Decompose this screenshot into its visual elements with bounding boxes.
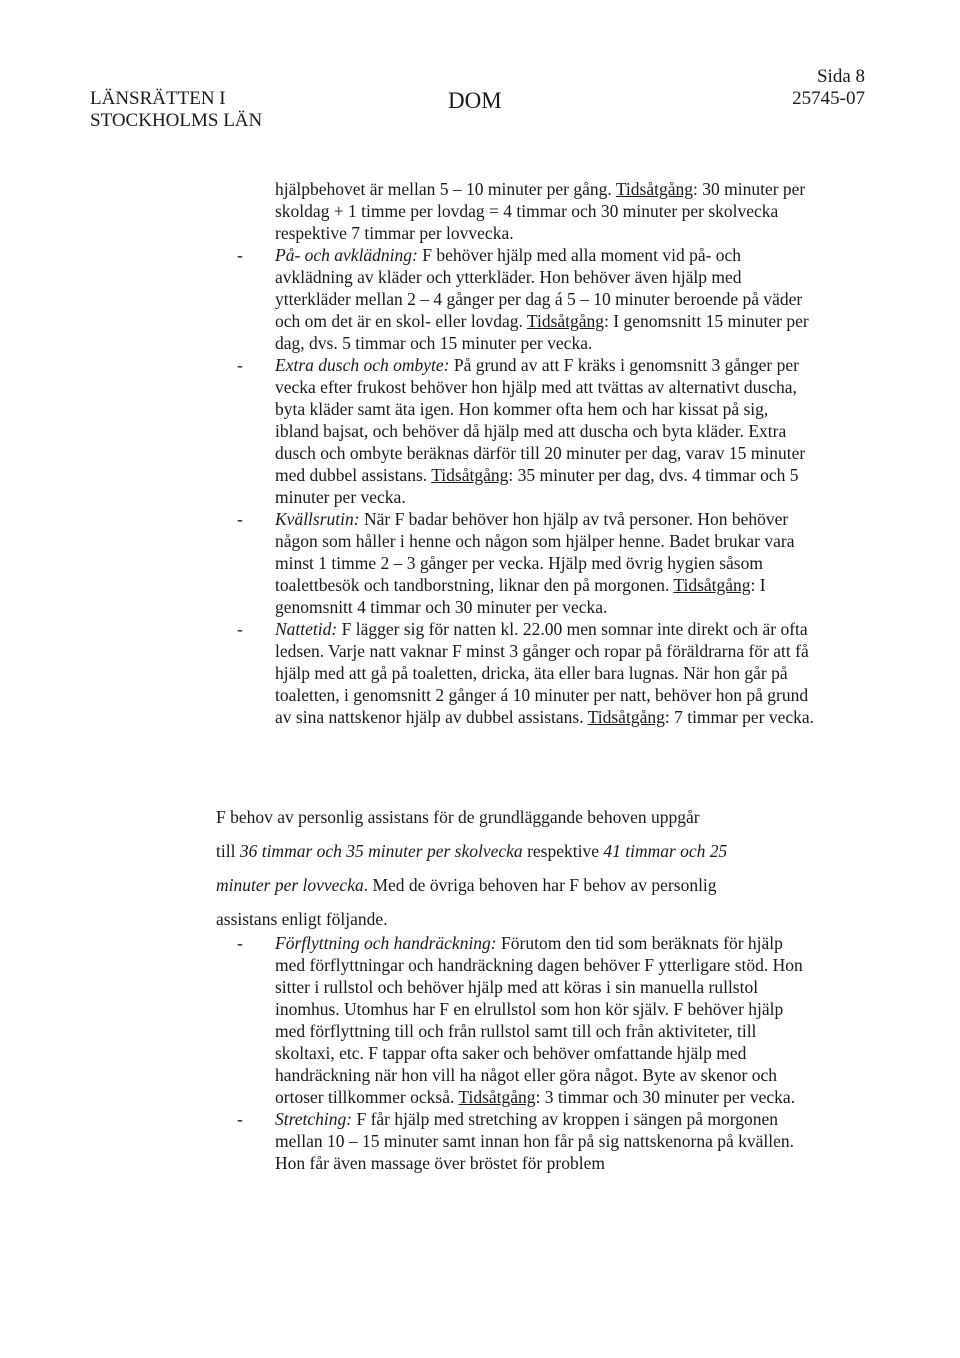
list-item bbox=[237, 618, 815, 728]
time-label: Tidsåtgång bbox=[526, 311, 605, 331]
summary-line-3 bbox=[216, 868, 816, 902]
time-text: : 7 timmar per vecka. bbox=[664, 707, 815, 727]
time-label: Tidsåtgång bbox=[587, 707, 665, 727]
time-text: : I genomsnitt 15 minuter per dag, dvs. 5 timmar och 15 minuter per vecka. bbox=[275, 311, 809, 353]
time-text: : I genomsnitt 4 timmar och 30 minuter per vecka. bbox=[275, 575, 766, 617]
time-text: : 35 minuter per dag, dvs. 4 timmar och 5 minuter per vecka. bbox=[275, 465, 799, 507]
summary-emphasis: minuter per lovvecka bbox=[216, 875, 364, 895]
item-title: Förflyttning och handräckning: bbox=[275, 933, 497, 953]
item-title: Extra dusch och ombyte: bbox=[275, 355, 450, 375]
list-dash: - bbox=[237, 245, 243, 265]
page-info bbox=[792, 66, 865, 110]
list-item bbox=[237, 932, 815, 1108]
summary-text: . Med de övriga behoven har F behov av personlig bbox=[363, 875, 717, 895]
summary-text: respektive bbox=[522, 841, 604, 861]
summary-paragraph bbox=[216, 800, 816, 936]
case-number: 25745-07 bbox=[792, 88, 865, 109]
summary-emphasis: 41 timmar och 25 bbox=[603, 841, 728, 861]
list-dash: - bbox=[237, 1109, 243, 1129]
time-text: : 3 timmar och 30 minuter per vecka. bbox=[535, 1087, 796, 1107]
summary-text: till bbox=[216, 841, 240, 861]
court-line-1: LÄNSRÄTTEN I bbox=[90, 88, 226, 109]
intro-paragraph bbox=[275, 178, 815, 244]
time-label: Tidsåtgång bbox=[458, 1087, 536, 1107]
list-item bbox=[237, 354, 815, 508]
list-item bbox=[237, 1108, 815, 1174]
needs-list-1 bbox=[237, 178, 815, 728]
intro-time-text: : 30 minuter per skoldag + 1 timme per lovdag = 4 timmar och 30 minuter per skolvecka respektive 7 timmar per lovvecka. bbox=[275, 179, 806, 243]
document-type: DOM bbox=[448, 88, 502, 113]
list-item bbox=[237, 508, 815, 618]
item-text: F får hjälp med stretching av kroppen i sängen på morgonen mellan 10 – 15 minuter samt innan hon får på sig nattskenorna på kvällen. Hon får även massage över bröstet för problem bbox=[275, 1109, 795, 1173]
intro-time-label: Tidsåtgång bbox=[615, 179, 693, 199]
item-text: Förutom den tid som beräknats för hjälp med förflyttningar och handräckning dagen behöver F ytterligare stöd. Hon sitter i rullstol och behöver hjälp med att köras i sin manuella rullstol inomhus. Utomhus har F en elrullstol som hon kör själv. F behöver hjälp med förflyttning till och från rullstol samt till och från aktiviteter, till skoltaxi, etc. F tappar ofta saker och behöver omfattande hjälp med handräckning när hon vill ha något eller göra något. Byte av skenor och ortoser tillkommer också. bbox=[275, 933, 803, 1107]
list-dash: - bbox=[237, 933, 243, 953]
needs-list-2 bbox=[237, 932, 815, 1174]
item-title: Stretching: bbox=[275, 1109, 353, 1129]
item-text: På grund av att F kräks i genomsnitt 3 gånger per vecka efter frukost behöver hon hjälp med att tvättas av alternativt duscha, byta kläder samt äta igen. Hon kommer ofta hem och har kissat på sig, ibland bajsat, och behöver då hjälp med att duscha och byta kläder. Extra dusch och ombyte beräknas därför till 20 minuter per dag, varav 15 minuter med dubbel assistans. bbox=[275, 355, 806, 485]
summary-line-2 bbox=[216, 834, 816, 868]
time-label: Tidsåtgång bbox=[673, 575, 751, 595]
summary-line-1: F behov av personlig assistans för de grundläggande behoven uppgår bbox=[216, 807, 700, 827]
page-label: Sida 8 bbox=[816, 66, 865, 87]
item-title: Nattetid: bbox=[275, 619, 338, 639]
list-dash: - bbox=[237, 619, 243, 639]
list-dash: - bbox=[237, 355, 243, 375]
summary-line-4: assistans enligt följande. bbox=[216, 909, 388, 929]
summary-emphasis: 36 timmar och 35 minuter per skolvecka bbox=[239, 841, 523, 861]
intro-text: hjälpbehovet är mellan 5 – 10 minuter per gång. bbox=[275, 179, 612, 199]
court-name bbox=[90, 88, 262, 132]
item-title: Kvällsrutin: bbox=[275, 509, 360, 529]
list-item bbox=[237, 244, 815, 354]
court-line-2: STOCKHOLMS LÄN bbox=[90, 110, 263, 131]
item-text: F lägger sig för natten kl. 22.00 men somnar inte direkt och är ofta ledsen. Varje natt vaknar F minst 3 gånger och ropar på föräldrarna för att få hjälp med att gå på toaletten, dricka, äta eller bara lugnas. När hon går på toaletten, i genomsnitt 2 gånger á 10 minuter per natt, behöver hon på grund av sina nattskenor hjälp av dubbel assistans. bbox=[275, 619, 809, 727]
item-title: På- och avklädning: bbox=[275, 245, 418, 265]
item-text: När F badar behöver hon hjälp av två personer. Hon behöver någon som håller i henne och någon som hjälper henne. Badet brukar vara minst 1 timme 2 – 3 gånger per vecka. Hjälp med övrig hygien såsom toalettbesök och tandborstning, liknar den på morgonen. bbox=[275, 509, 795, 595]
time-label: Tidsåtgång bbox=[431, 465, 509, 485]
item-text: F behöver hjälp med alla moment vid på- och avklädning av kläder och ytterkläder. Hon behöver även hjälp med ytterkläder mellan 2 – 4 gånger per dag á 5 – 10 minuter beroende på väder och om det är en skol- eller lovdag. bbox=[275, 245, 803, 331]
list-dash: - bbox=[237, 509, 243, 529]
